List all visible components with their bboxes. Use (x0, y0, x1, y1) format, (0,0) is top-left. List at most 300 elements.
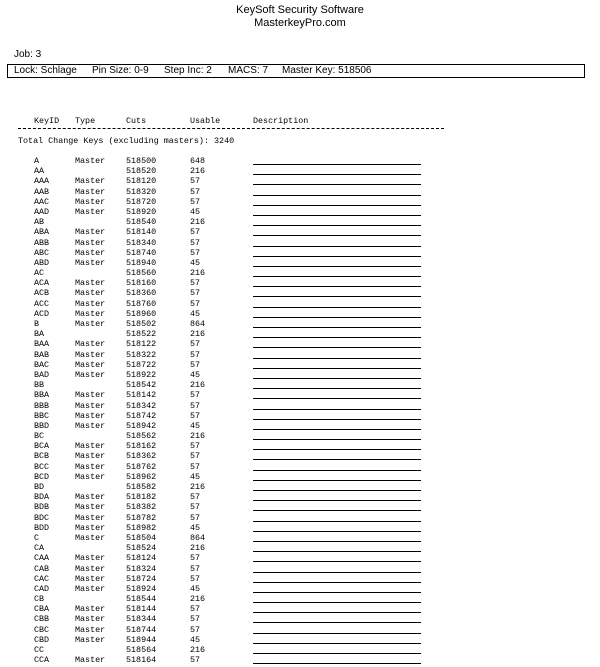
key-usable: 45 (190, 257, 201, 268)
key-usable: 216 (190, 380, 206, 391)
key-id: CBA (34, 604, 50, 615)
key-usable: 57 (190, 604, 201, 615)
key-cuts: 518320 (126, 186, 157, 197)
key-cuts: 518944 (126, 634, 157, 645)
total-value: 3240 (214, 136, 235, 146)
description-line (253, 500, 421, 501)
master-key: Master Key: 518506 (282, 65, 372, 76)
total-change-keys (18, 136, 234, 146)
key-type: Master (75, 156, 106, 166)
description-line (253, 317, 421, 318)
key-id: BBD (34, 420, 50, 431)
key-cuts: 518540 (126, 217, 157, 228)
key-usable: 216 (190, 431, 206, 442)
key-usable: 57 (190, 410, 201, 421)
table-row (0, 268, 600, 278)
key-type: Master (75, 196, 106, 207)
description-line (253, 459, 421, 460)
key-cuts: 518500 (126, 156, 157, 166)
key-type: Master (75, 492, 106, 503)
key-type: Master (75, 451, 106, 462)
key-id: B (34, 319, 40, 329)
table-row (0, 227, 600, 237)
table-row (0, 360, 600, 370)
key-type: Master (75, 604, 106, 615)
key-cuts: 518924 (126, 583, 157, 594)
key-id: AB (34, 217, 45, 228)
macs: MACS: 7 (228, 65, 269, 76)
description-line (253, 663, 421, 664)
key-usable: 57 (190, 655, 201, 666)
description-line (253, 409, 421, 410)
key-id: A (34, 156, 40, 166)
description-line (253, 449, 421, 450)
table-row (0, 645, 600, 655)
key-usable: 45 (190, 369, 201, 380)
table-row (0, 156, 600, 166)
table-row (0, 176, 600, 186)
key-cuts: 518362 (126, 451, 157, 462)
key-usable: 57 (190, 176, 201, 187)
key-cuts: 518520 (126, 166, 157, 177)
key-cuts: 518124 (126, 553, 157, 564)
key-type: Master (75, 502, 106, 513)
key-id: BB (34, 380, 45, 391)
table-row (0, 187, 600, 197)
key-usable: 57 (190, 624, 201, 635)
key-usable: 216 (190, 166, 206, 177)
key-type: Master (75, 512, 106, 523)
description-line (253, 378, 421, 379)
key-cuts: 518342 (126, 400, 157, 411)
company-website: MasterkeyPro.com (254, 17, 346, 29)
key-usable: 57 (190, 288, 201, 299)
key-id: ACC (34, 298, 50, 309)
description-line (253, 184, 421, 185)
key-type: Master (75, 237, 106, 248)
key-id: ACB (34, 288, 50, 299)
description-line (253, 276, 421, 277)
key-type: Master (75, 278, 106, 289)
key-usable: 57 (190, 227, 201, 238)
key-type: Master (75, 400, 106, 411)
total-label: Total Change Keys (excluding masters): (18, 136, 209, 146)
key-usable: 45 (190, 206, 201, 217)
key-type: Master (75, 624, 106, 635)
key-type: Master (75, 206, 106, 217)
key-cuts: 518142 (126, 390, 157, 401)
key-cuts: 518564 (126, 645, 157, 655)
key-cuts: 518560 (126, 268, 157, 279)
key-usable: 216 (190, 543, 206, 554)
table-row (0, 197, 600, 207)
key-cuts: 518382 (126, 502, 157, 513)
key-usable: 45 (190, 583, 201, 594)
table-row (0, 288, 600, 298)
description-line (253, 205, 421, 206)
key-type: Master (75, 390, 106, 401)
key-usable: 57 (190, 502, 201, 513)
company-name: KeySoft Security Software (236, 4, 364, 16)
key-cuts: 518582 (126, 482, 157, 492)
report-header (0, 4, 600, 30)
key-cuts: 518920 (126, 206, 157, 217)
key-type: Master (75, 461, 106, 472)
key-table (0, 156, 600, 665)
key-id: AAC (34, 196, 50, 207)
table-row (0, 492, 600, 502)
description-line (253, 480, 421, 481)
key-cuts: 518120 (126, 176, 157, 187)
key-type: Master (75, 298, 106, 309)
table-row (0, 278, 600, 288)
description-line (253, 388, 421, 389)
key-id: BC (34, 431, 45, 442)
key-cuts: 518164 (126, 655, 157, 666)
description-line (253, 358, 421, 359)
table-row (0, 217, 600, 227)
key-cuts: 518724 (126, 573, 157, 584)
column-headers (0, 116, 600, 126)
key-type: Master (75, 634, 106, 645)
key-id: AC (34, 268, 45, 279)
table-row (0, 350, 600, 360)
key-usable: 57 (190, 451, 201, 462)
key-usable: 864 (190, 319, 206, 329)
table-row (0, 543, 600, 553)
key-type: Master (75, 420, 106, 431)
key-cuts: 518360 (126, 288, 157, 299)
key-usable: 45 (190, 634, 201, 645)
key-id: AAD (34, 206, 50, 217)
col-type: Type (75, 116, 96, 126)
key-id: CC (34, 645, 45, 655)
key-type: Master (75, 553, 106, 564)
key-id: CCA (34, 655, 50, 666)
key-usable: 57 (190, 390, 201, 401)
key-id: CAC (34, 573, 50, 584)
key-id: BBC (34, 410, 50, 421)
key-usable: 45 (190, 471, 201, 482)
key-id: BAA (34, 339, 50, 350)
key-usable: 57 (190, 461, 201, 472)
key-usable: 216 (190, 268, 206, 279)
key-type: Master (75, 186, 106, 197)
key-cuts: 518144 (126, 604, 157, 615)
key-id: ACA (34, 278, 50, 289)
description-line (253, 582, 421, 583)
table-row (0, 502, 600, 512)
key-cuts: 518502 (126, 319, 157, 329)
col-description: Description (253, 116, 309, 126)
key-type: Master (75, 288, 106, 299)
description-line (253, 398, 421, 399)
key-cuts: 518544 (126, 594, 157, 605)
description-line (253, 215, 421, 216)
key-type: Master (75, 349, 106, 360)
key-usable: 864 (190, 532, 206, 543)
key-usable: 45 (190, 522, 201, 533)
description-line (253, 195, 421, 196)
key-id: AAA (34, 176, 50, 187)
key-id: CB (34, 594, 45, 605)
description-line (253, 327, 421, 328)
key-usable: 57 (190, 359, 201, 370)
description-line (253, 633, 421, 634)
key-type: Master (75, 655, 106, 666)
description-line (253, 653, 421, 654)
key-usable: 57 (190, 492, 201, 503)
key-id: CAD (34, 583, 50, 594)
description-line (253, 592, 421, 593)
key-usable: 57 (190, 614, 201, 625)
key-cuts: 518720 (126, 196, 157, 207)
description-line (253, 296, 421, 297)
key-usable: 57 (190, 512, 201, 523)
description-line (253, 490, 421, 491)
table-row (0, 166, 600, 176)
key-type: Master (75, 532, 106, 543)
key-cuts: 518922 (126, 369, 157, 380)
key-id: AA (34, 166, 45, 177)
key-id: ABC (34, 247, 50, 258)
key-usable: 57 (190, 237, 201, 248)
key-id: BCD (34, 471, 50, 482)
key-usable: 57 (190, 349, 201, 360)
key-usable: 57 (190, 400, 201, 411)
table-row (0, 401, 600, 411)
key-cuts: 518340 (126, 237, 157, 248)
key-usable: 57 (190, 441, 201, 452)
description-line (253, 286, 421, 287)
key-usable: 648 (190, 156, 206, 166)
key-cuts: 518504 (126, 532, 157, 543)
key-cuts: 518942 (126, 420, 157, 431)
description-line (253, 541, 421, 542)
key-cuts: 518160 (126, 278, 157, 289)
description-line (253, 307, 421, 308)
lock-brand: Lock: Schlage (14, 65, 77, 76)
table-row (0, 533, 600, 543)
key-id: BDA (34, 492, 50, 503)
key-id: CBD (34, 634, 50, 645)
key-cuts: 518760 (126, 298, 157, 309)
lock-info-box (7, 64, 585, 78)
key-type: Master (75, 410, 106, 421)
key-type: Master (75, 471, 106, 482)
key-cuts: 518960 (126, 308, 157, 319)
key-cuts: 518344 (126, 614, 157, 625)
key-cuts: 518542 (126, 380, 157, 391)
key-type: Master (75, 573, 106, 584)
table-row (0, 207, 600, 217)
description-line (253, 429, 421, 430)
table-row (0, 584, 600, 594)
key-usable: 57 (190, 298, 201, 309)
description-line (253, 643, 421, 644)
key-cuts: 518762 (126, 461, 157, 472)
key-type: Master (75, 308, 106, 319)
key-id: BAC (34, 359, 50, 370)
key-cuts: 518324 (126, 563, 157, 574)
key-id: BCC (34, 461, 50, 472)
description-line (253, 561, 421, 562)
key-usable: 216 (190, 482, 206, 492)
key-type: Master (75, 247, 106, 258)
key-type: Master (75, 583, 106, 594)
key-id: BDC (34, 512, 50, 523)
table-row (0, 258, 600, 268)
key-id: BAD (34, 369, 50, 380)
key-type: Master (75, 339, 106, 350)
key-cuts: 518940 (126, 257, 157, 268)
table-row (0, 604, 600, 614)
key-id: BDB (34, 502, 50, 513)
key-id: ABA (34, 227, 50, 238)
description-line (253, 551, 421, 552)
key-usable: 57 (190, 573, 201, 584)
key-id: BA (34, 329, 45, 340)
key-usable: 216 (190, 329, 206, 340)
table-row (0, 370, 600, 380)
key-id: ABB (34, 237, 50, 248)
table-row (0, 299, 600, 309)
key-usable: 57 (190, 563, 201, 574)
description-line (253, 368, 421, 369)
key-type: Master (75, 359, 106, 370)
table-row (0, 462, 600, 472)
key-cuts: 518322 (126, 349, 157, 360)
key-cuts: 518722 (126, 359, 157, 370)
col-keyid: KeyID (34, 116, 60, 126)
key-id: BCA (34, 441, 50, 452)
table-row (0, 309, 600, 319)
key-id: BAB (34, 349, 50, 360)
table-row (0, 441, 600, 451)
description-line (253, 521, 421, 522)
description-line (253, 612, 421, 613)
key-usable: 216 (190, 594, 206, 605)
table-row (0, 329, 600, 339)
key-type: Master (75, 257, 106, 268)
key-usable: 57 (190, 278, 201, 289)
description-line (253, 164, 421, 165)
col-cuts: Cuts (126, 116, 147, 126)
job-number: Job: 3 (14, 49, 42, 60)
table-row (0, 594, 600, 604)
table-row (0, 421, 600, 431)
table-row (0, 390, 600, 400)
key-usable: 57 (190, 339, 201, 350)
key-cuts: 518122 (126, 339, 157, 350)
key-id: BBB (34, 400, 50, 411)
table-row (0, 238, 600, 248)
key-cuts: 518744 (126, 624, 157, 635)
table-row (0, 319, 600, 329)
key-type: Master (75, 227, 106, 238)
key-usable: 216 (190, 645, 206, 655)
description-line (253, 439, 421, 440)
key-cuts: 518522 (126, 329, 157, 340)
table-row (0, 625, 600, 635)
table-row (0, 472, 600, 482)
table-row (0, 451, 600, 461)
key-cuts: 518740 (126, 247, 157, 258)
table-row (0, 411, 600, 421)
key-usable: 57 (190, 553, 201, 564)
key-id: ACD (34, 308, 50, 319)
description-line (253, 572, 421, 573)
table-row (0, 574, 600, 584)
key-id: C (34, 532, 40, 543)
key-usable: 57 (190, 186, 201, 197)
key-usable: 45 (190, 308, 201, 319)
description-line (253, 347, 421, 348)
key-type: Master (75, 441, 106, 452)
key-usable: 57 (190, 196, 201, 207)
description-line (253, 174, 421, 175)
description-line (253, 225, 421, 226)
key-usable: 57 (190, 247, 201, 258)
description-line (253, 419, 421, 420)
key-type: Master (75, 369, 106, 380)
key-cuts: 518962 (126, 471, 157, 482)
key-type: Master (75, 176, 106, 187)
key-cuts: 518140 (126, 227, 157, 238)
key-type: Master (75, 522, 106, 533)
table-row (0, 248, 600, 258)
description-line (253, 337, 421, 338)
description-line (253, 235, 421, 236)
key-cuts: 518182 (126, 492, 157, 503)
description-line (253, 256, 421, 257)
key-id: ABD (34, 257, 50, 268)
description-line (253, 531, 421, 532)
table-row (0, 523, 600, 533)
description-line (253, 246, 421, 247)
key-id: CAA (34, 553, 50, 564)
key-id: BBA (34, 390, 50, 401)
key-usable: 45 (190, 420, 201, 431)
key-cuts: 518562 (126, 431, 157, 442)
table-row (0, 655, 600, 665)
key-type: Master (75, 614, 106, 625)
key-id: BDD (34, 522, 50, 533)
key-type: Master (75, 563, 106, 574)
key-cuts: 518162 (126, 441, 157, 452)
key-cuts: 518524 (126, 543, 157, 554)
table-row (0, 339, 600, 349)
key-cuts: 518742 (126, 410, 157, 421)
table-row (0, 431, 600, 441)
table-row (0, 635, 600, 645)
col-usable: Usable (190, 116, 221, 126)
pin-size: Pin Size: 0-9 (92, 65, 149, 76)
table-row (0, 614, 600, 624)
description-line (253, 510, 421, 511)
step-increment: Step Inc: 2 (164, 65, 212, 76)
key-id: AAB (34, 186, 50, 197)
description-line (253, 602, 421, 603)
key-id: CAB (34, 563, 50, 574)
description-line (253, 266, 421, 267)
key-id: BCB (34, 451, 50, 462)
table-row (0, 553, 600, 563)
header-divider (18, 128, 444, 129)
key-id: CA (34, 543, 45, 554)
key-cuts: 518782 (126, 512, 157, 523)
key-type: Master (75, 319, 106, 329)
